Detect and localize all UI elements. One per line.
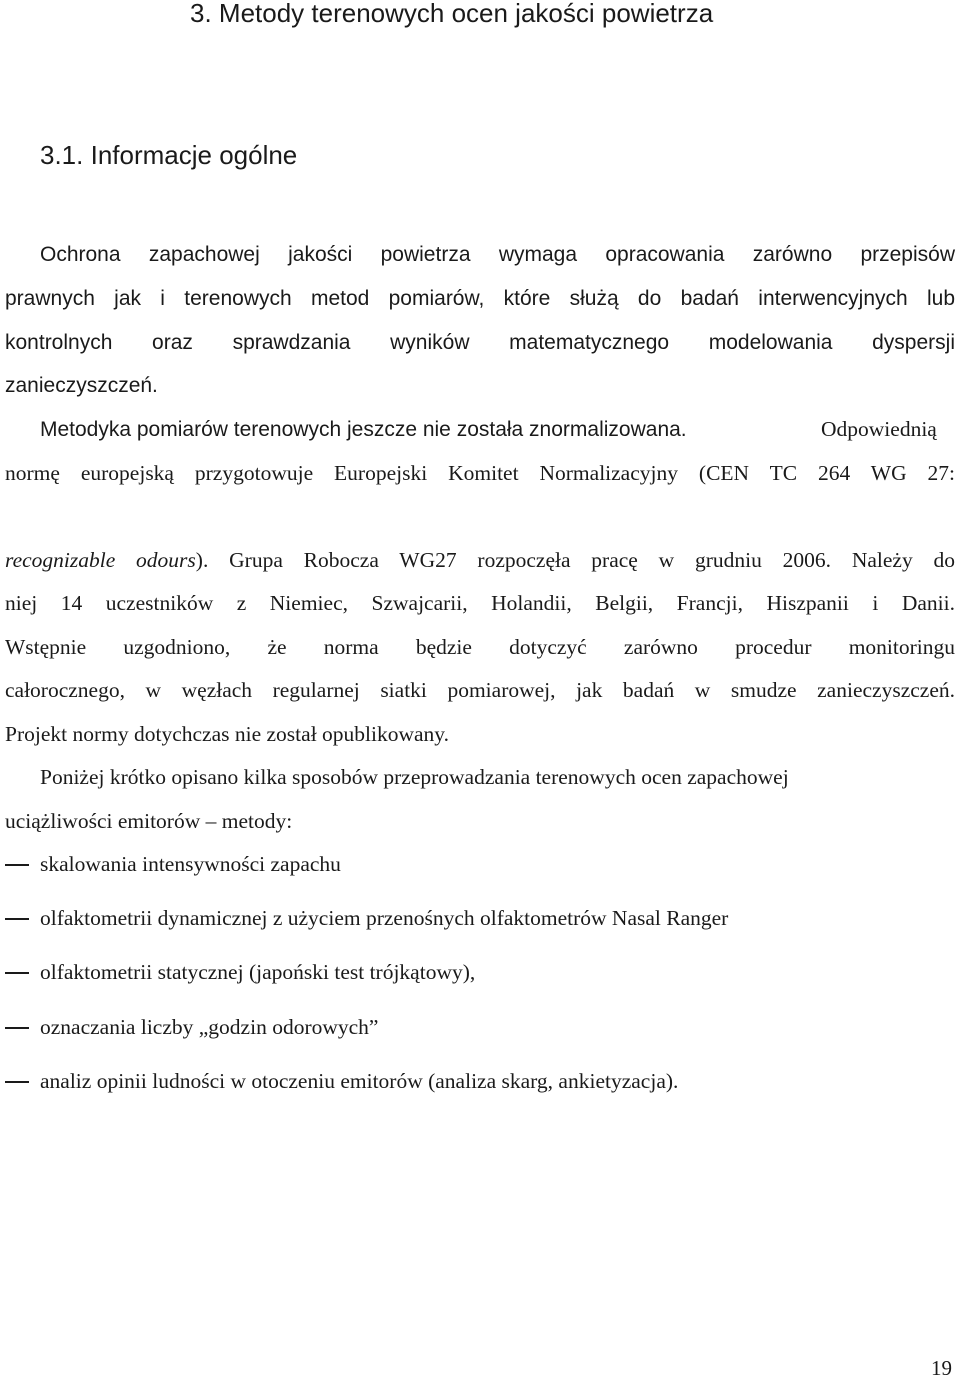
list-item-text: olfaktometrii statycznej (japoński test trójkątowy), xyxy=(40,960,476,984)
dash-bullet-icon xyxy=(5,864,29,866)
paragraph-1-line-1: Ochrona zapachowej jakości powietrza wymaga opracowania zarówno przepisów xyxy=(40,243,955,266)
dash-bullet-icon xyxy=(5,1027,29,1029)
paragraph-2-line-1 xyxy=(40,416,955,443)
paragraph-2-line-6: Wstępnie uzgodniono, że norma będzie dotyczyć zarówno procedur monitoringu xyxy=(5,635,955,659)
list-item-text: skalowania intensywności zapachu xyxy=(40,852,341,876)
dash-bullet-icon xyxy=(5,972,29,974)
paragraph-2-line-1-serif: Odpowiednią xyxy=(821,417,937,441)
paragraph-3-line-1: Poniżej krótko opisano kilka sposobów przeprowadzania terenowych ocen zapachowej xyxy=(40,765,789,789)
dash-bullet-icon xyxy=(5,1081,29,1083)
page-number: 19 xyxy=(931,1356,952,1380)
list-item-text: oznaczania liczby „godzin odorowych” xyxy=(40,1015,379,1039)
paragraph-2-line-4-italic: recognizable odours xyxy=(5,548,196,572)
list-item-text: analiz opinii ludności w otoczeniu emitorów (analiza skarg, ankietyzacja). xyxy=(40,1069,679,1093)
section-heading: 3.1. Informacje ogólne xyxy=(40,140,298,170)
paragraph-2-line-7: całorocznego, w węzłach regularnej siatki pomiarowej, jak badań w smudze zanieczyszczeń. xyxy=(5,678,955,702)
paragraph-2-line-4-rest: ). Grupa Robocza WG27 rozpoczęła pracę w grudniu 2006. Należy do xyxy=(195,548,955,572)
paragraph-1-line-3: kontrolnych oraz sprawdzania wyników matematycznego modelowania dyspersji xyxy=(5,331,955,354)
paragraph-2-line-4 xyxy=(5,547,955,573)
dash-bullet-icon xyxy=(5,918,29,920)
paragraph-3-line-2: uciążliwości emitorów – metody: xyxy=(5,809,293,833)
paragraph-1-line-2: prawnych jak i terenowych metod pomiarów, które służą do badań interwencyjnych lub xyxy=(5,287,955,310)
paragraph-2-line-1-sans: Metodyka pomiarów terenowych jeszcze nie została znormalizowana. xyxy=(40,418,687,441)
paragraph-2-line-5: niej 14 uczestników z Niemiec, Szwajcarii, Holandii, Belgii, Francji, Hiszpanii i Danii. xyxy=(5,591,955,615)
paragraph-2-line-8: Projekt normy dotychczas nie został opublikowany. xyxy=(5,722,450,746)
paragraph-2-line-2: normę europejską przygotowuje Europejski Komitet Normalizacyjny (CEN TC 264 WG 27: xyxy=(5,461,955,485)
list-item-text: olfaktometrii dynamicznej z użyciem przenośnych olfaktometrów Nasal Ranger xyxy=(40,906,729,930)
paragraph-1-line-4: zanieczyszczeń. xyxy=(5,374,158,397)
chapter-heading: 3. Metody terenowych ocen jakości powietrza xyxy=(190,0,714,28)
